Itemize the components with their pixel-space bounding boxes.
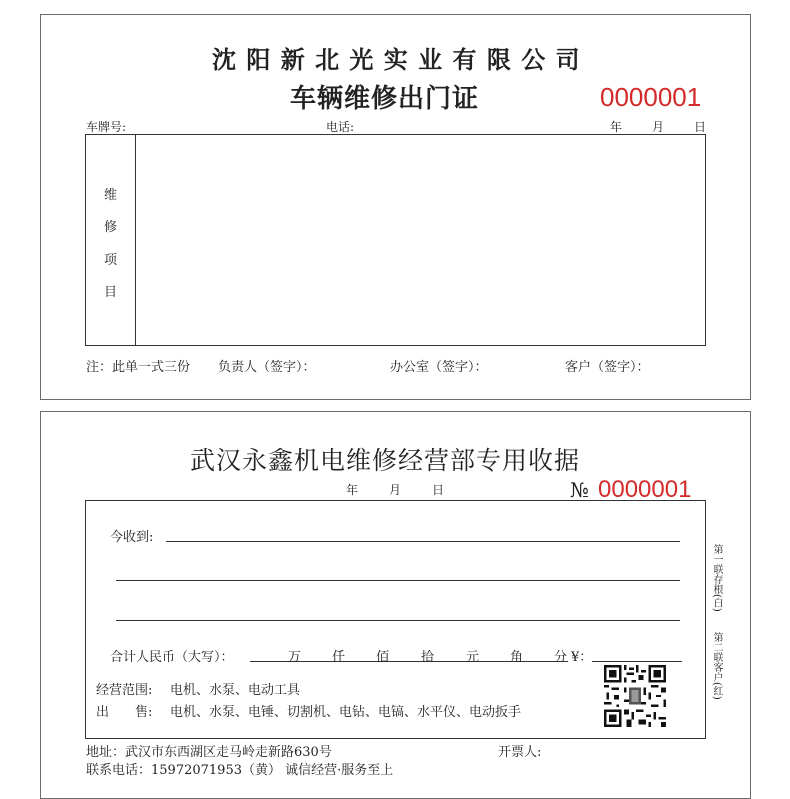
leader-signature-label: 负责人（签字）： [218, 360, 316, 375]
yen-amount-line[interactable] [592, 661, 682, 662]
day-label: 日 [694, 120, 707, 134]
unit-jiao: 角 [510, 650, 524, 665]
receipt-day-label: 日 [432, 483, 445, 497]
contact-line: 联系电话：15972071953（黄） 诚信经营·服务至上 [86, 763, 394, 778]
receipt-title: 武汉永鑫机电维修经营部专用收据 [190, 446, 581, 475]
sale-label: 出 售: [96, 705, 153, 720]
unit-fen: 分 [554, 650, 568, 665]
unit-shi: 拾 [421, 650, 435, 665]
receipt-year-label: 年 [346, 483, 359, 497]
unit-wan: 万 [288, 650, 302, 665]
total-rmb-label: 合计人民币（大写）： [110, 650, 234, 665]
yen-label: ¥： [571, 650, 593, 665]
received-from-line[interactable] [166, 541, 680, 542]
year-label: 年 [610, 120, 623, 134]
office-signature-label: 办公室（签字）： [390, 360, 488, 375]
customer-signature-label: 客户（签字）： [565, 360, 650, 375]
form-title: 车辆维修出门证 [290, 84, 480, 114]
repair-items-box[interactable] [85, 134, 706, 346]
copy-1-stub-label: 第一联存根(白) [711, 544, 722, 612]
received-from-label: 今收到: [110, 530, 154, 545]
business-scope-value: 电机、水泵、电动工具 [170, 683, 301, 698]
receipt-serial-number: 0000001 [598, 476, 692, 503]
unit-yuan: 元 [466, 650, 480, 665]
business-scope-label: 经营范围: [96, 683, 153, 698]
company-name: 沈 阳 新 北 光 实 业 有 限 公 司 [212, 45, 581, 74]
number-sign: № [570, 478, 589, 502]
qr-code-icon [604, 665, 666, 727]
issuer-label: 开票人: [498, 745, 542, 760]
repair-items-divider [135, 135, 136, 345]
plate-label: 车牌号: [86, 120, 127, 134]
copies-note: 注：此单一式三份 [86, 360, 191, 375]
sale-value: 电机、水泵、电锤、切割机、电钻、电镐、水平仪、电动扳手 [170, 705, 522, 720]
side-char-1: 维 [104, 188, 118, 203]
side-char-2: 修 [104, 220, 118, 235]
side-char-3: 项 [104, 253, 118, 268]
unit-qian: 仟 [332, 650, 346, 665]
copy-2-customer-label: 第二联客户(红) [711, 632, 722, 700]
receipt-month-label: 月 [389, 483, 402, 497]
phone-label: 电话: [326, 120, 355, 134]
receipt-line-2[interactable] [116, 580, 680, 581]
month-label: 月 [652, 120, 665, 134]
serial-number: 0000001 [600, 82, 702, 112]
address-line: 地址：武汉市东西湖区走马岭走新路630号 [86, 745, 332, 760]
unit-bai: 佰 [376, 650, 390, 665]
receipt-line-3[interactable] [116, 620, 680, 621]
side-char-4: 目 [104, 285, 118, 300]
